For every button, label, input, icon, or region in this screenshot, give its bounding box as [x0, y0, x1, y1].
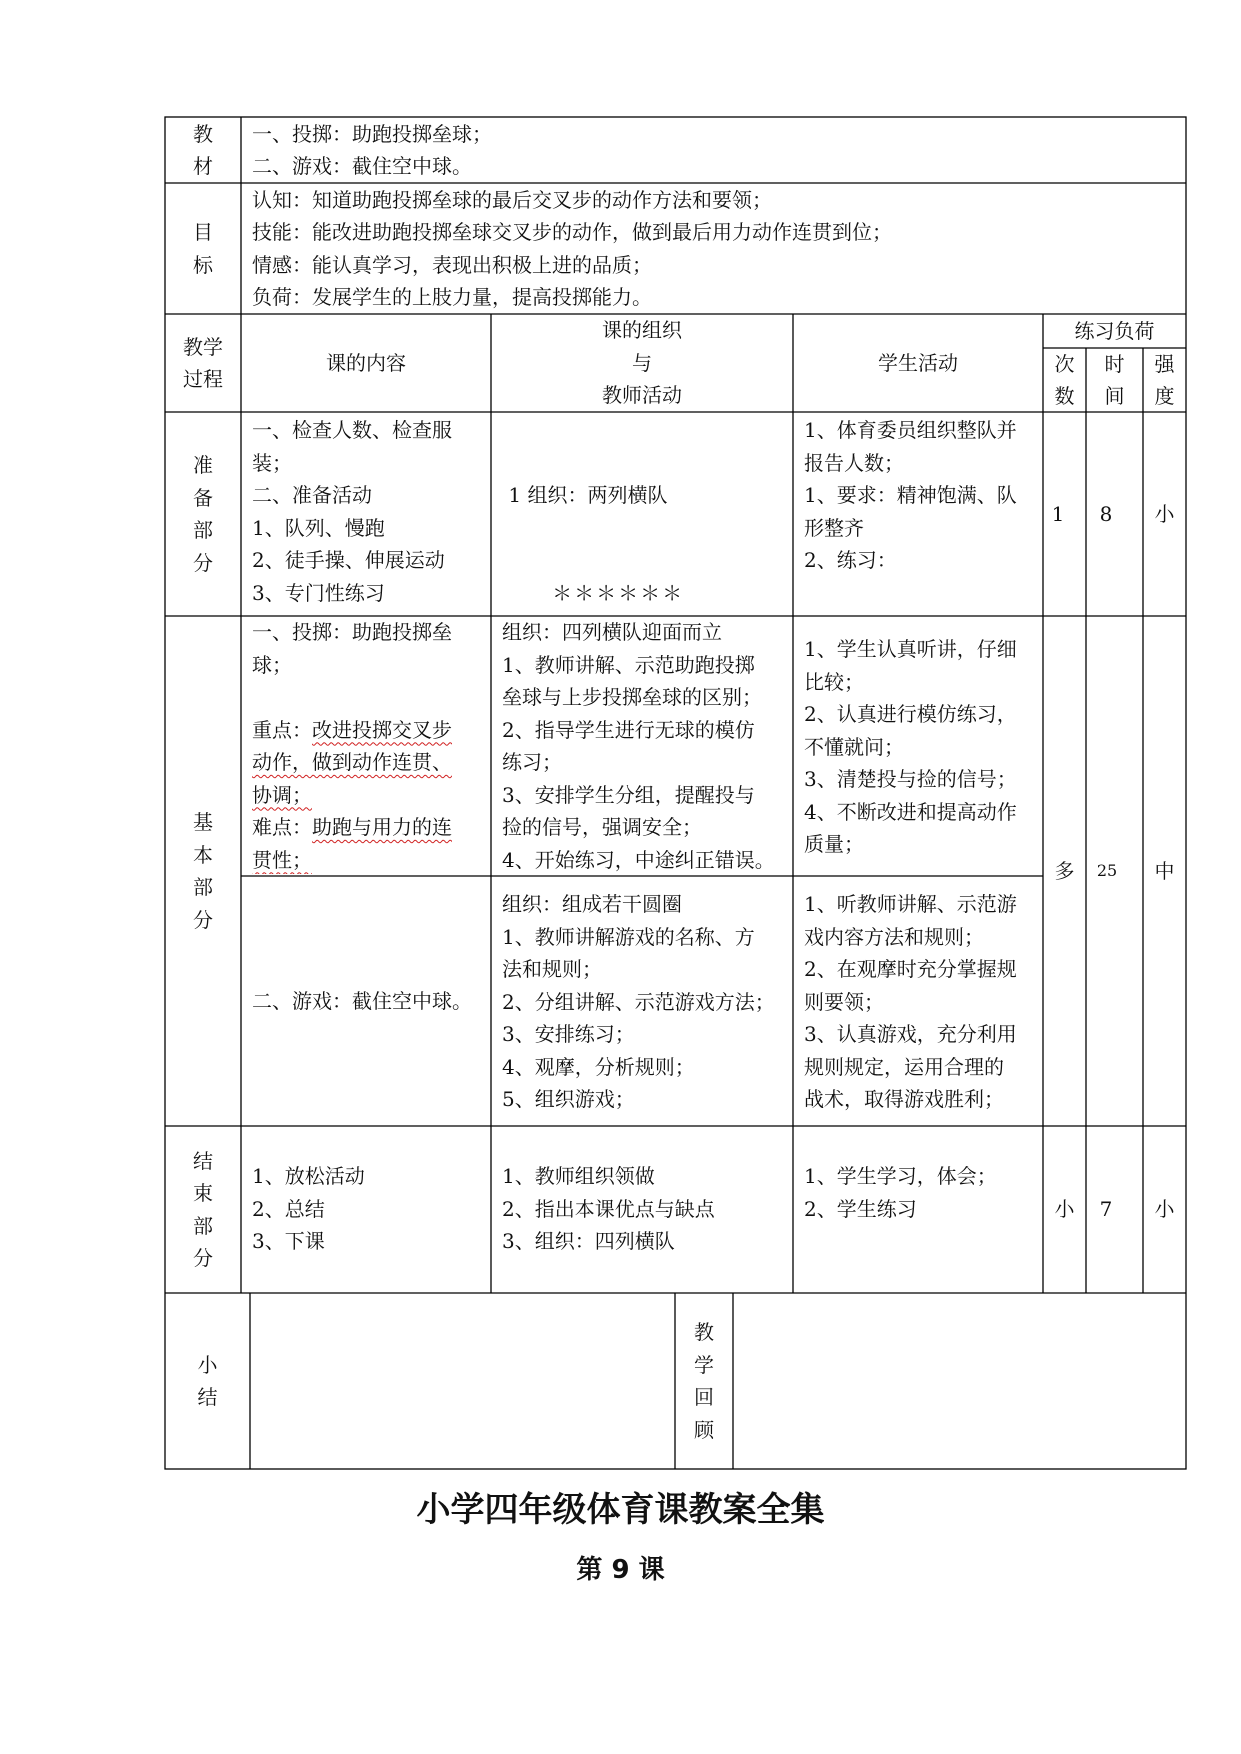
- ending-count: 小: [1054, 1197, 1075, 1222]
- basic-student-throwing: 1、学生认真听讲，仔细 比较； 2、认真进行模仿练习， 不懂就问； 3、清楚投与捡的信号； 4、不断改进和提高动作 质量；: [804, 637, 1017, 856]
- basic-intensity: 中: [1154, 858, 1175, 883]
- objectives-content: 认知：知道助跑投掷垒球的最后交叉步的动作方法和要领； 技能：能改进助跑投掷垒球交叉步的动作，做到最后用力动作连贯到位； 情感：能认真学习，表现出积极上进的品质； 负荷：发展学生的上肢力量，提高投掷能力。: [252, 187, 892, 309]
- preparation-count: 1: [1051, 501, 1065, 526]
- teaching-review-label: 教 学 回 顾: [694, 1320, 714, 1442]
- ending-content: 1、放松活动 2、总结 3、下课: [252, 1164, 365, 1253]
- ending-organization: 1、教师组织领做 2、指出本课优点与缺点 3、组织：四列横队: [502, 1164, 715, 1253]
- ending-student-activity: 1、学生学习，体会； 2、学生练习: [804, 1164, 997, 1221]
- header-practice-load: 练习负荷: [1074, 318, 1155, 343]
- basic-time: 25: [1096, 860, 1118, 880]
- preparation-time: 8: [1099, 501, 1113, 526]
- teaching-material-content: 一、投掷：助跑投掷垒球； 二、游戏：截住空中球。: [252, 121, 492, 178]
- basic-content-game: 二、游戏：截住空中球。: [252, 988, 472, 1013]
- lesson-title: 第 9 课: [576, 1555, 665, 1585]
- ending-time: 7: [1099, 1197, 1113, 1222]
- basic-organization-game: 组织：组成若干圆圈 1、教师讲解游戏的名称、方 法和规则； 2、分组讲解、示范游戏方法； 3、安排练习； 4、观摩，分析规则； 5、组织游戏；: [502, 892, 775, 1111]
- preparation-student-activity: 1、体育委员组织整队并 报告人数； 1、要求：精神饱满、队 形整齐 2、练习：: [804, 418, 1017, 572]
- basic-organization-throwing: 组织：四列横队迎面而立 1、教师讲解、示范助跑投掷 垒球与上步投掷垒球的区别； 2、指导学生进行无球的模仿 练习； 3、安排学生分组，提醒投与 捡的信号，强调安全； 4、开始练习，中途纠正错误。: [502, 620, 775, 872]
- summary-content[interactable]: [250, 1293, 675, 1469]
- header-count: 次 数: [1054, 351, 1075, 408]
- teaching-material-label: 教 材: [193, 121, 213, 178]
- basic-label: 基 本 部 分: [193, 810, 213, 932]
- preparation-intensity: 小: [1154, 501, 1175, 526]
- basic-content-throwing: 一、投掷：助跑投掷垒 球； 重点：改进投掷交叉步 动作，做到动作连贯、 协调； 难点：助跑与用力的连 贯性；: [252, 620, 452, 872]
- header-student-activity: 学生活动: [878, 350, 958, 375]
- objectives-label: 目 标: [193, 220, 213, 277]
- basic-count: 多: [1054, 858, 1075, 883]
- preparation-content: 一、检查人数、检查服 装； 二、准备活动 1、队列、慢跑 2、徒手操、伸展运动 3、专门性练习: [252, 418, 452, 605]
- header-organization: 课的组织 与 教师活动: [602, 318, 682, 408]
- header-intensity: 强 度: [1154, 351, 1175, 408]
- basic-student-game: 1、听教师讲解、示范游 戏内容方法和规则； 2、在观摩时充分掌握规 则要领； 3、认真游戏，充分利用 规则规定，运用合理的 战术，取得游戏胜利；: [804, 892, 1017, 1111]
- teaching-review-content[interactable]: [733, 1293, 1186, 1469]
- header-lesson-content: 课的内容: [326, 350, 406, 375]
- ending-label: 结 束 部 分: [193, 1148, 213, 1270]
- summary-label: 小 结: [197, 1352, 218, 1409]
- header-teaching-process: 教学 过程: [183, 334, 223, 391]
- ending-intensity: 小: [1154, 1197, 1175, 1222]
- header-time: 时 间: [1104, 351, 1125, 408]
- page-title: 小学四年级体育课教案全集: [416, 1490, 825, 1530]
- preparation-organization: 1 组织：两列横队 ＊＊＊＊＊＊: [502, 483, 685, 605]
- preparation-label: 准 备 部 分: [193, 453, 213, 575]
